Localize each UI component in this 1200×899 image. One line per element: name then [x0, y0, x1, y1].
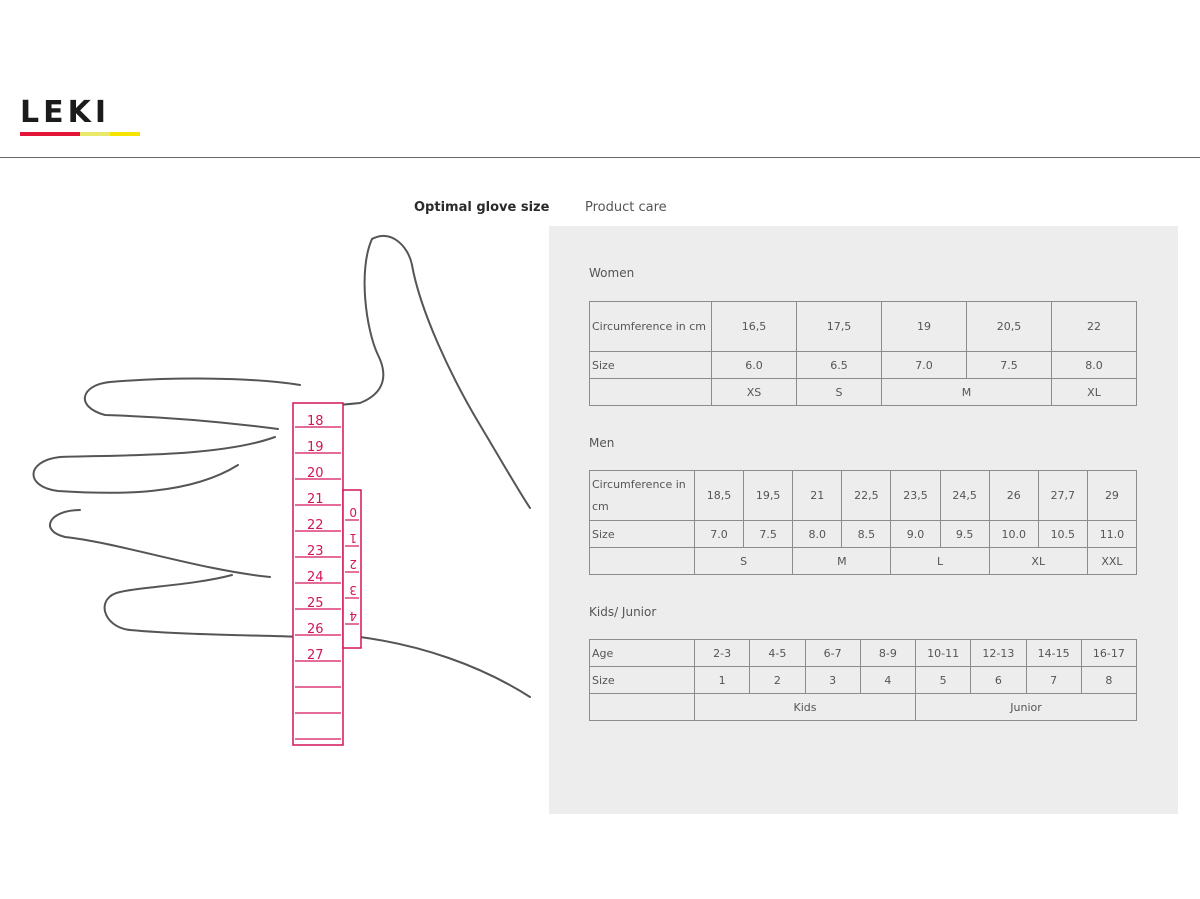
table-cell: 8.0: [1052, 352, 1137, 379]
scale-label: 26: [307, 622, 324, 637]
leki-logo[interactable]: [20, 95, 145, 140]
women-size-table: [589, 301, 1137, 406]
table-cell: 10.0: [989, 521, 1038, 548]
table-row: [590, 548, 1137, 575]
logo-stripe: [20, 132, 140, 136]
row-label: Circumference in cm: [590, 302, 712, 352]
scale-label: 27: [307, 648, 324, 663]
table-cell: 16,5: [712, 302, 797, 352]
table-cell: 19: [882, 302, 967, 352]
scale-label: 22: [307, 518, 324, 533]
hand-outline-icon: [33, 236, 530, 697]
table-cell: 4-5: [750, 640, 805, 667]
row-label: Size: [590, 352, 712, 379]
table-cell: 7: [1026, 667, 1081, 694]
table-cell: 27,7: [1038, 471, 1087, 521]
table-cell: 12-13: [971, 640, 1026, 667]
table-cell: 20,5: [967, 302, 1052, 352]
table-cell: 9.0: [891, 521, 940, 548]
table-cell: S: [695, 548, 793, 575]
table-cell: XXL: [1087, 548, 1136, 575]
header-divider: [0, 157, 1200, 158]
scale-label: 2: [349, 557, 357, 571]
table-cell: 26: [989, 471, 1038, 521]
table-row: [590, 694, 1137, 721]
table-cell: 8.5: [842, 521, 891, 548]
scale-label: 23: [307, 544, 324, 559]
table-cell: 8.0: [793, 521, 842, 548]
table-row: [590, 471, 1137, 521]
hand-measure-illustration: [20, 225, 540, 760]
table-cell: 8: [1081, 667, 1136, 694]
table-cell: 8-9: [860, 640, 915, 667]
table-cell: L: [891, 548, 989, 575]
table-cell: 22: [1052, 302, 1137, 352]
row-label: Size: [590, 521, 695, 548]
measuring-tape: [293, 403, 361, 745]
row-label: Circumference in cm: [590, 471, 695, 521]
table-cell: XL: [989, 548, 1087, 575]
table-cell: 6-7: [805, 640, 860, 667]
scale-label: 24: [307, 570, 324, 585]
table-cell: S: [797, 379, 882, 406]
table-cell: 22,5: [842, 471, 891, 521]
row-label: Age: [590, 640, 695, 667]
table-cell: 4: [860, 667, 915, 694]
table-cell: 18,5: [695, 471, 744, 521]
table-cell: 14-15: [1026, 640, 1081, 667]
table-cell: XL: [1052, 379, 1137, 406]
table-cell: 6.0: [712, 352, 797, 379]
logo-text: LEKI: [20, 95, 111, 130]
scale-label: 21: [307, 492, 324, 507]
size-chart-panel: [549, 226, 1178, 814]
table-cell: Kids: [695, 694, 916, 721]
table-cell: 17,5: [797, 302, 882, 352]
table-row: [590, 521, 1137, 548]
scale-label: 1: [349, 531, 357, 545]
table-cell: 2: [750, 667, 805, 694]
table-cell: 24,5: [940, 471, 989, 521]
table-cell: 6.5: [797, 352, 882, 379]
table-cell: 7.5: [967, 352, 1052, 379]
table-row: [590, 352, 1137, 379]
kids-junior-title: Kids/ Junior: [589, 605, 657, 619]
table-cell: 1: [695, 667, 750, 694]
table-row: [590, 302, 1137, 352]
men-size-table: [589, 470, 1137, 575]
scale-label: 18: [307, 414, 324, 429]
scale-label: 20: [307, 466, 324, 481]
table-cell: XS: [712, 379, 797, 406]
table-cell: 9.5: [940, 521, 989, 548]
men-title: Men: [589, 436, 615, 450]
table-cell: 23,5: [891, 471, 940, 521]
kids-size-table: [589, 639, 1137, 721]
table-row: [590, 667, 1137, 694]
table-cell: 21: [793, 471, 842, 521]
table-cell: M: [882, 379, 1052, 406]
table-cell: 6: [971, 667, 1026, 694]
scale-label: 0: [349, 505, 357, 519]
table-cell: 29: [1087, 471, 1136, 521]
table-row: [590, 379, 1137, 406]
table-cell: 19,5: [744, 471, 793, 521]
table-cell: [590, 548, 695, 575]
table-cell: 2-3: [695, 640, 750, 667]
table-cell: 3: [805, 667, 860, 694]
table-cell: [590, 694, 695, 721]
table-cell: 10-11: [916, 640, 971, 667]
table-cell: 16-17: [1081, 640, 1136, 667]
table-cell: [590, 379, 712, 406]
table-cell: 11.0: [1087, 521, 1136, 548]
tab-product-care[interactable]: Product care: [585, 200, 667, 215]
table-cell: Junior: [916, 694, 1137, 721]
table-cell: 7.0: [882, 352, 967, 379]
table-row: [590, 640, 1137, 667]
table-cell: 10.5: [1038, 521, 1087, 548]
row-label: Size: [590, 667, 695, 694]
table-cell: 5: [916, 667, 971, 694]
table-cell: M: [793, 548, 891, 575]
table-cell: 7.0: [695, 521, 744, 548]
scale-label: 3: [349, 583, 357, 597]
scale-label: 19: [307, 440, 324, 455]
tab-optimal-glove-size[interactable]: Optimal glove size: [414, 200, 550, 215]
scale-label: 4: [349, 609, 357, 623]
scale-label: 25: [307, 596, 324, 611]
women-title: Women: [589, 266, 635, 280]
table-cell: 7.5: [744, 521, 793, 548]
